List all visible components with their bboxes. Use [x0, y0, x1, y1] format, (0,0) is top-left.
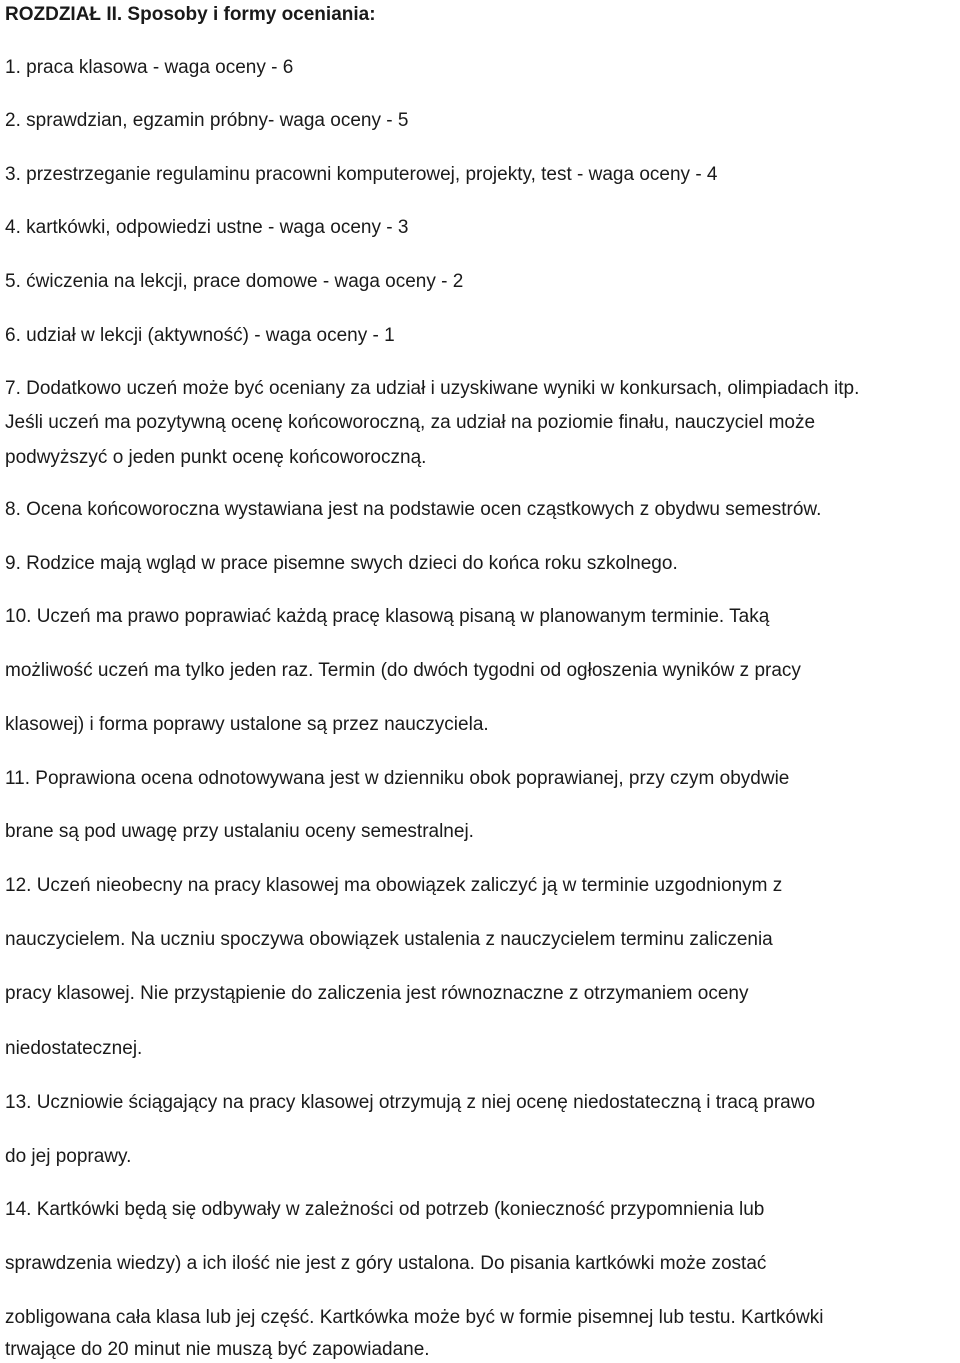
chapter-heading: ROZDZIAŁ II. Sposoby i formy oceniania: — [5, 4, 376, 25]
list-item-10-line-1: 10. Uczeń ma prawo poprawiać każdą pracę klasową pisaną w planowanym terminie. Taką — [5, 606, 770, 627]
list-item-14-line-2: sprawdzenia wiedzy) a ich ilość nie jest z góry ustalona. Do pisania kartkówki może zostać — [5, 1253, 767, 1274]
list-item-3: 3. przestrzeganie regulaminu pracowni komputerowej, projekty, test - waga oceny - 4 — [5, 164, 718, 185]
list-item-11-line-1: 11. Poprawiona ocena odnotowywana jest w dzienniku obok poprawianej, przy czym obydwie — [5, 768, 790, 789]
list-item-12-line-4: niedostatecznej. — [5, 1038, 143, 1059]
list-item-1: 1. praca klasowa - waga oceny - 6 — [5, 57, 294, 78]
list-item-13-line-1: 13. Uczniowie ściągający na pracy klasowej otrzymują z niej ocenę niedostateczną i tracą prawo — [5, 1092, 816, 1113]
list-item-4: 4. kartkówki, odpowiedzi ustne - waga oceny - 3 — [5, 217, 409, 238]
list-item-12-line-1: 12. Uczeń nieobecny na pracy klasowej ma obowiązek zaliczyć ją w terminie uzgodnionym z — [5, 875, 783, 896]
list-item-14-line-4: trwające do 20 minut nie muszą być zapowiadane. — [5, 1339, 430, 1360]
list-item-13-line-2: do jej poprawy. — [5, 1146, 132, 1167]
list-item-14-line-3: zobligowana cała klasa lub jej część. Kartkówka może być w formie pisemnej lub testu. Kartkówki — [5, 1307, 824, 1328]
list-item-10-line-2: możliwość uczeń ma tylko jeden raz. Termin (do dwóch tygodni od ogłoszenia wyników z pracy — [5, 660, 801, 681]
list-item-5: 5. ćwiczenia na lekcji, prace domowe - waga oceny - 2 — [5, 271, 464, 292]
list-item-11-line-2: brane są pod uwagę przy ustalaniu oceny semestralnej. — [5, 821, 474, 842]
list-item-7-line-3: podwyższyć o jeden punkt ocenę końcoworoczną. — [5, 447, 427, 468]
list-item-12-line-2: nauczycielem. Na uczniu spoczywa obowiązek ustalenia z nauczycielem terminu zaliczenia — [5, 929, 773, 950]
list-item-8: 8. Ocena końcoworoczna wystawiana jest na podstawie ocen cząstkowych z obydwu semestrów. — [5, 499, 822, 520]
list-item-14-line-1: 14. Kartkówki będą się odbywały w zależności od potrzeb (konieczność przypomnienia lub — [5, 1199, 765, 1220]
list-item-12-line-3: pracy klasowej. Nie przystąpienie do zaliczenia jest równoznaczne z otrzymaniem oceny — [5, 983, 749, 1004]
list-item-10-line-3: klasowej) i forma poprawy ustalone są przez nauczyciela. — [5, 714, 489, 735]
list-item-9: 9. Rodzice mają wgląd w prace pisemne swych dzieci do końca roku szkolnego. — [5, 553, 678, 574]
list-item-6: 6. udział w lekcji (aktywność) - waga oceny - 1 — [5, 325, 395, 346]
list-item-2: 2. sprawdzian, egzamin próbny- waga oceny - 5 — [5, 110, 409, 131]
list-item-7-line-2: Jeśli uczeń ma pozytywną ocenę końcoworoczną, za udział na poziomie finału, nauczyciel może — [5, 412, 816, 433]
list-item-7-line-1: 7. Dodatkowo uczeń może być oceniany za udział i uzyskiwane wyniki w konkursach, olimpiadach itp. — [5, 378, 860, 399]
